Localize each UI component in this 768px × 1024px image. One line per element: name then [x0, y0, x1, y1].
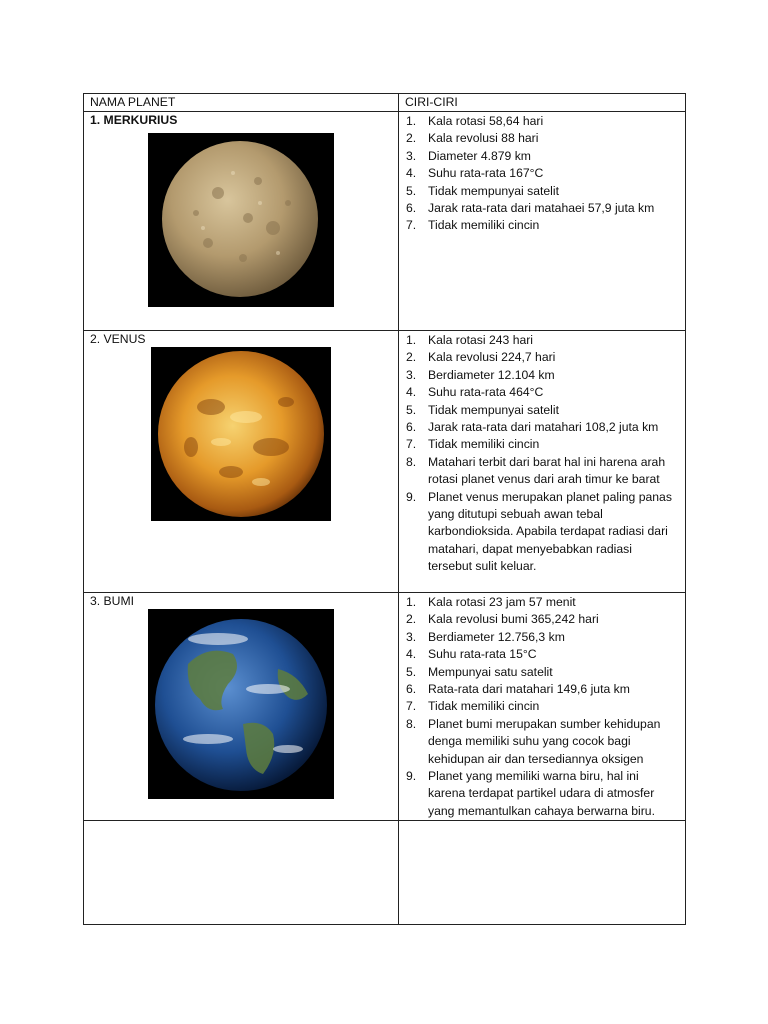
- property-item: [399, 716, 685, 768]
- property-item: [399, 200, 685, 217]
- empty-cell: [84, 821, 399, 925]
- property-number: 5.: [406, 664, 417, 679]
- property-number: 8.: [406, 454, 417, 469]
- property-text: Kala rotasi 23 jam 57 menit: [428, 595, 576, 609]
- planet-row-earth: [84, 593, 686, 821]
- property-number: 5.: [406, 402, 417, 417]
- property-text: Kala rotasi 243 hari: [428, 333, 534, 347]
- property-text: Suhu rata-rata 15°C: [428, 647, 537, 662]
- property-item: [399, 367, 685, 384]
- mercury-photo: [148, 133, 334, 307]
- property-item: [399, 349, 685, 366]
- property-text: Kala revolusi 88 hari: [428, 131, 539, 146]
- property-item: [399, 768, 685, 820]
- property-item: [399, 384, 685, 401]
- planet-row-mercury: [84, 112, 686, 331]
- property-item: [399, 419, 685, 436]
- property-number: 4.: [406, 647, 417, 662]
- table-header-row: [84, 94, 686, 112]
- planet-props-cell: [399, 112, 686, 331]
- property-text: Diameter 4.879 km: [428, 148, 531, 163]
- property-item: [399, 402, 685, 419]
- property-number: 2.: [406, 131, 417, 146]
- property-number: 3.: [406, 367, 417, 382]
- property-text: Planet bumi merupakan sumber kehidupan denga memiliki suhu yang cocok bagi kehidupan air dan tersediannya oksigen: [428, 716, 661, 766]
- property-text: Planet venus merupakan planet paling panas yang ditutupi sebuah awan tebal karbondioksida. Apabila terdapat radiasi dari matahari, dapat menyebabkan radiasi tersebut sulit keluar.: [428, 489, 672, 574]
- property-item: [399, 489, 685, 576]
- property-text: Tidak mempunyai satelit: [428, 402, 559, 417]
- planet-name-cell: [84, 593, 399, 821]
- property-number: 6.: [406, 201, 417, 216]
- property-text: Kala revolusi 224,7 hari: [428, 350, 556, 365]
- property-number: 2.: [406, 612, 417, 627]
- property-number: 7.: [406, 218, 417, 233]
- property-item: [399, 681, 685, 698]
- property-number: 7.: [406, 437, 417, 452]
- property-item: [399, 113, 685, 130]
- planet-name-cell: [84, 331, 399, 593]
- empty-cell: [399, 821, 686, 925]
- property-text: Jarak rata-rata dari matahaei 57,9 juta km: [428, 201, 655, 216]
- property-number: 4.: [406, 166, 417, 181]
- property-number: 6.: [406, 682, 417, 697]
- property-number: 9.: [406, 769, 417, 784]
- property-list: [399, 331, 685, 576]
- property-text: Suhu rata-rata 167°C: [428, 166, 544, 181]
- property-item: [399, 646, 685, 663]
- property-item: [399, 130, 685, 147]
- property-text: Berdiameter 12.104 km: [428, 367, 555, 382]
- property-item: [399, 454, 685, 489]
- property-number: 7.: [406, 699, 417, 714]
- property-item: [399, 594, 685, 611]
- planet-props-cell: [399, 593, 686, 821]
- property-item: [399, 148, 685, 165]
- property-text: Kala rotasi 58,64 hari: [428, 114, 544, 128]
- header-cell-ciri: [399, 94, 686, 112]
- property-item: [399, 165, 685, 182]
- header-cell-name: [84, 94, 399, 112]
- property-item: [399, 664, 685, 681]
- property-list: [399, 112, 685, 235]
- header-ciri-ciri: CIRI-CIRI: [405, 95, 458, 109]
- planet-name-cell: [84, 112, 399, 331]
- planet-name: 1. MERKURIUS: [90, 113, 178, 127]
- property-number: 2.: [406, 350, 417, 365]
- planet-name: 3. BUMI: [90, 594, 135, 608]
- property-item: [399, 436, 685, 453]
- property-text: Tidak memiliki cincin: [428, 218, 540, 233]
- header-nama-planet: NAMA PLANET: [90, 95, 176, 109]
- property-number: 3.: [406, 148, 417, 163]
- property-number: 8.: [406, 716, 417, 731]
- property-item: [399, 611, 685, 628]
- property-item: [399, 332, 685, 349]
- property-number: 4.: [406, 385, 417, 400]
- planet-name: 2. VENUS: [90, 332, 146, 346]
- property-number: 9.: [406, 489, 417, 504]
- property-text: Rata-rata dari matahari 149,6 juta km: [428, 682, 630, 697]
- property-number: 1.: [406, 333, 417, 347]
- property-number: 6.: [406, 420, 417, 435]
- property-item: [399, 217, 685, 234]
- property-item: [399, 183, 685, 200]
- property-text: Planet yang memiliki warna biru, hal ini karena terdapat partikel udara di atmosfer yang memantulkan cahaya berwarna biru.: [428, 769, 655, 818]
- property-number: 5.: [406, 183, 417, 198]
- property-text: Berdiameter 12.756,3 km: [428, 629, 565, 644]
- property-text: Jarak rata-rata dari matahari 108,2 juta km: [428, 420, 659, 435]
- empty-row: [84, 821, 686, 925]
- property-text: Mempunyai satu satelit: [428, 664, 553, 679]
- property-text: Suhu rata-rata 464°C: [428, 385, 544, 400]
- property-text: Tidak memiliki cincin: [428, 699, 540, 714]
- property-item: [399, 629, 685, 646]
- property-list: [399, 593, 685, 820]
- earth-photo: [148, 609, 334, 799]
- planet-table: [83, 93, 686, 925]
- property-text: Tidak mempunyai satelit: [428, 183, 559, 198]
- property-text: Kala revolusi bumi 365,242 hari: [428, 612, 599, 627]
- property-number: 1.: [406, 114, 417, 128]
- property-text: Matahari terbit dari barat hal ini harena arah rotasi planet venus dari arah timur ke barat: [428, 454, 666, 487]
- property-item: [399, 698, 685, 715]
- property-number: 3.: [406, 629, 417, 644]
- planet-row-venus: [84, 331, 686, 593]
- property-text: Tidak memiliki cincin: [428, 437, 540, 452]
- venus-photo: [151, 347, 331, 521]
- property-number: 1.: [406, 595, 417, 609]
- planet-props-cell: [399, 331, 686, 593]
